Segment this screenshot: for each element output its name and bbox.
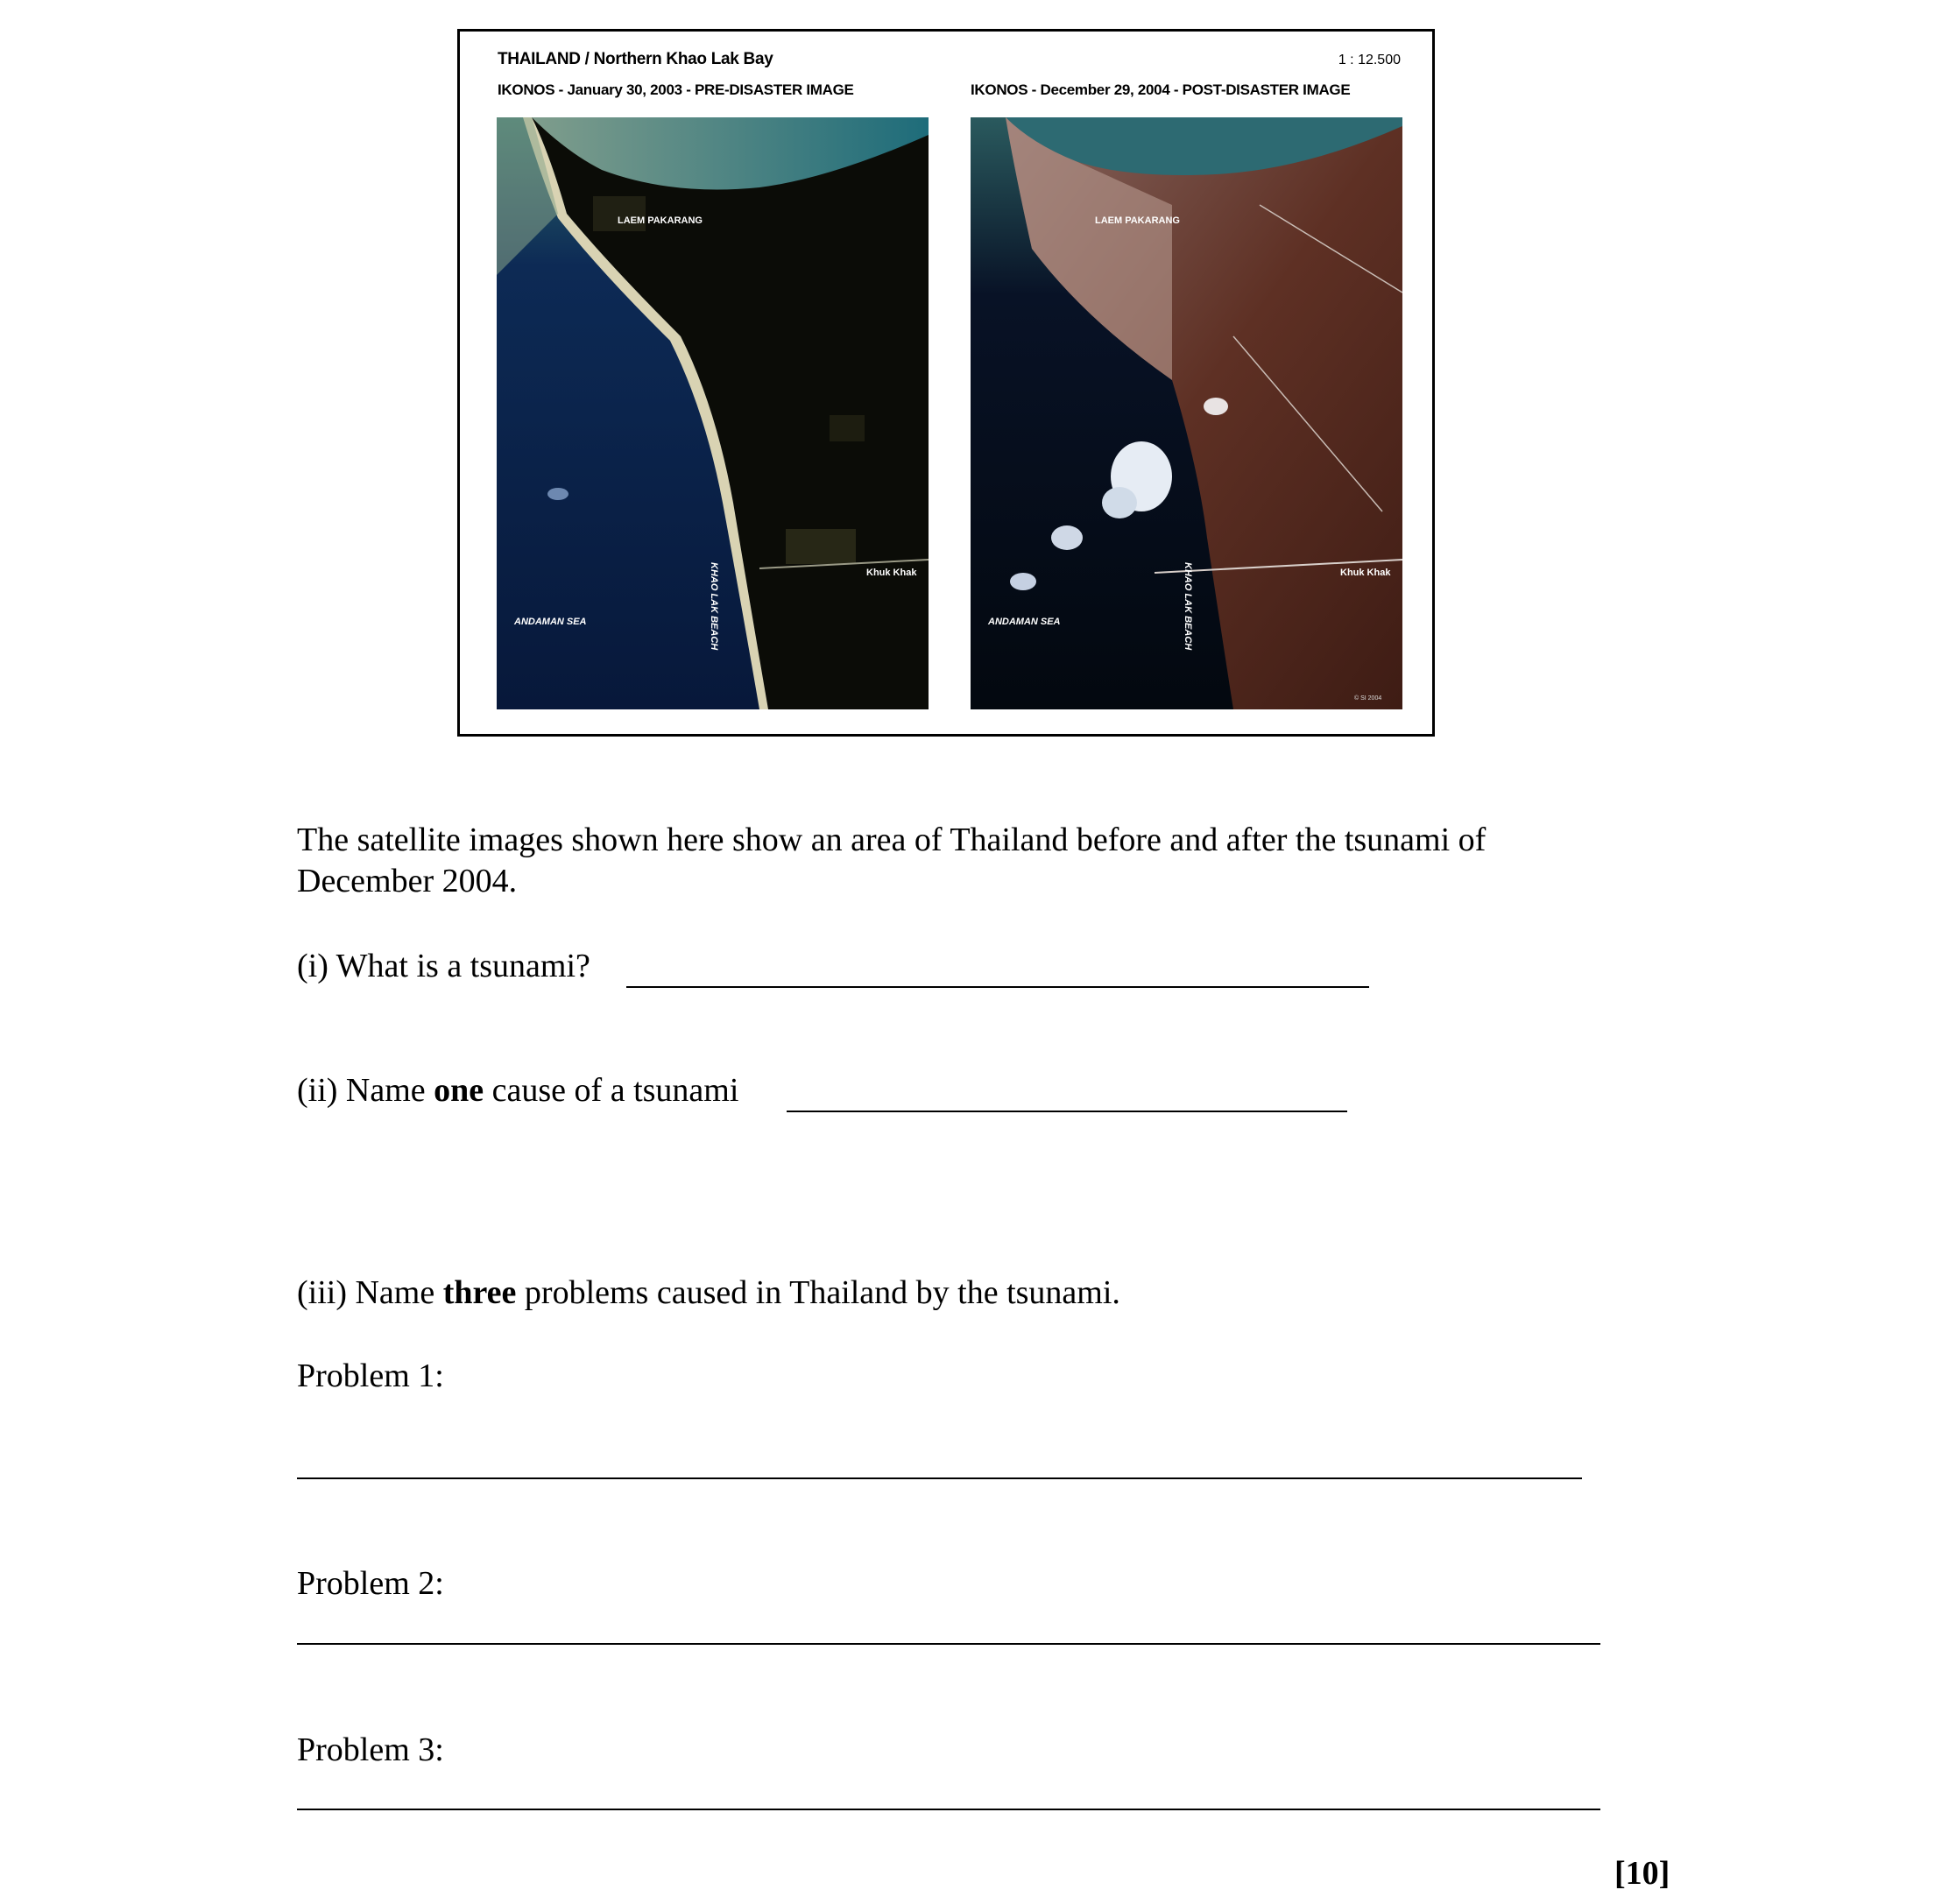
pre-disaster-image — [497, 117, 929, 709]
figure-scale: 1 : 12.500 — [1338, 53, 1401, 67]
question-3-part-c: problems caused in Thailand by the tsunami. — [516, 1274, 1120, 1311]
pre-label-khao-lak-beach: KHAO LAK BEACH — [709, 562, 719, 651]
problem-2-label: Problem 2: — [297, 1565, 444, 1602]
satellite-figure — [457, 29, 1435, 737]
answer-line-problem-3[interactable] — [297, 1809, 1600, 1810]
question-2 — [297, 1070, 738, 1111]
post-label-laem-pakarang: LAEM PAKARANG — [1095, 215, 1180, 226]
pre-label-laem-pakarang: LAEM PAKARANG — [618, 215, 703, 226]
post-disaster-image — [971, 117, 1402, 709]
post-copyright: © SI 2004 — [1354, 695, 1382, 702]
post-label-khuk-khak: Khuk Khak — [1340, 568, 1391, 578]
answer-line-q1[interactable] — [626, 986, 1369, 988]
total-marks: [10] — [1614, 1855, 1670, 1892]
question-2-part-a: (ii) Name — [297, 1072, 434, 1109]
figure-title: THAILAND / Northern Khao Lak Bay — [498, 50, 773, 68]
pre-disaster-caption: IKONOS - January 30, 2003 - PRE-DISASTER IMAGE — [498, 81, 854, 98]
post-label-andaman-sea: ANDAMAN SEA — [988, 617, 1061, 627]
answer-line-problem-2[interactable] — [297, 1643, 1600, 1645]
question-3-part-a: (iii) Name — [297, 1274, 443, 1311]
pre-label-khuk-khak: Khuk Khak — [866, 568, 917, 578]
pre-label-andaman-sea: ANDAMAN SEA — [514, 617, 587, 627]
question-3-emphasis: three — [442, 1274, 517, 1311]
problem-1-label: Problem 1: — [297, 1357, 444, 1394]
question-3 — [297, 1273, 1120, 1314]
problem-3-label: Problem 3: — [297, 1731, 444, 1768]
answer-line-problem-1[interactable] — [297, 1477, 1582, 1479]
question-2-part-c: cause of a tsunami — [484, 1072, 739, 1109]
answer-line-q2[interactable] — [787, 1111, 1347, 1112]
post-label-khao-lak-beach: KHAO LAK BEACH — [1183, 562, 1193, 651]
question-1: (i) What is a tsunami? — [297, 948, 590, 984]
question-2-emphasis: one — [434, 1072, 484, 1109]
intro-text: The satellite images shown here show an area of Thailand before and after the tsunami of December 2004. — [297, 822, 1487, 899]
post-disaster-caption: IKONOS - December 29, 2004 - POST-DISASTER IMAGE — [971, 81, 1351, 98]
